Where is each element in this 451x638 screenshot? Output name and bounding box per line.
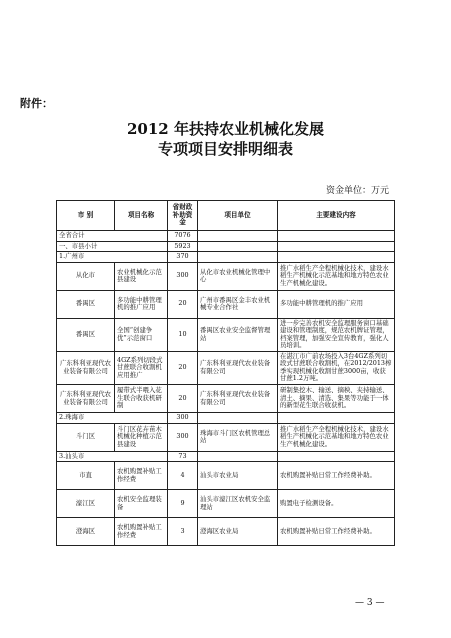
group-label: 2.珠海市 xyxy=(57,413,168,424)
group-amount: 73 xyxy=(168,451,198,462)
table-row xyxy=(57,385,395,413)
city-cell: 濠江区 xyxy=(57,490,115,518)
table-row xyxy=(57,462,395,490)
content-cell: 多功能中耕管理机的推广应用 xyxy=(278,290,395,318)
total-label: 全省合计 xyxy=(57,231,168,242)
header-funds: 省财政补助资金 xyxy=(168,201,198,231)
org-cell: 广东科利亚现代农业装备有限公司 xyxy=(198,351,278,384)
content-cell: 研制集挖木、输送、摘秧、夹持输送、清土、摘果、清选、集果等功能于一体的新型花生联合收获机。 xyxy=(278,385,395,413)
org-cell: 珠海市斗门区农机管理总站 xyxy=(198,423,278,451)
page-number: — 3 — xyxy=(355,598,385,608)
org-cell: 汕头市濠江区农机安全监理站 xyxy=(198,490,278,518)
document-title-line2: 专项项目安排明细表 xyxy=(157,140,293,158)
city-cell: 从化市 xyxy=(57,262,115,290)
city-cell: 广东科利亚现代农业装备有限公司 xyxy=(57,385,115,413)
content-cell: 农机购置补贴日常工作经费补助。 xyxy=(278,518,395,546)
funds-cell: 4 xyxy=(168,462,198,490)
group-amount: 5923 xyxy=(168,241,198,252)
funds-cell: 20 xyxy=(168,290,198,318)
funds-cell: 20 xyxy=(168,385,198,413)
project-name-cell: 多功能中耕管理机的推广应用 xyxy=(115,290,168,318)
table-row xyxy=(57,423,395,451)
funds-cell: 9 xyxy=(168,490,198,518)
group-amount: 300 xyxy=(168,413,198,424)
org-cell: 汕头市农业局 xyxy=(198,462,278,490)
document-title-line1: 2012 年扶持农业机械化发展 xyxy=(127,120,324,138)
org-cell: 番禺区农业安全监督管理站 xyxy=(198,318,278,351)
city-cell: 番禺区 xyxy=(57,290,115,318)
group-label: 一、市县小计 xyxy=(57,241,168,252)
table-row xyxy=(57,490,395,518)
table-row xyxy=(57,290,395,318)
group-amount: 370 xyxy=(168,252,198,263)
unit-label: 资金单位：万元 xyxy=(326,186,390,196)
project-name-cell: 4GZ系列切段式甘蔗联合收割机应用推广 xyxy=(115,351,168,384)
content-cell: 在湛江市广前农场投入3台4GZ系列切段式甘蔗联合收割机，在2012/2013榨季实现机械化收割甘蔗3000亩，收获甘蔗1.2万吨。 xyxy=(278,351,395,384)
group-row xyxy=(57,252,395,263)
city-cell: 番禺区 xyxy=(57,318,115,351)
table-row xyxy=(57,351,395,384)
project-name-cell: 农机购置补贴工作经费 xyxy=(115,462,168,490)
table-row xyxy=(57,518,395,546)
project-name-cell: 农机购置补贴工作经费 xyxy=(115,518,168,546)
funds-cell: 10 xyxy=(168,318,198,351)
content-cell: 购置电子检测设备。 xyxy=(278,490,395,518)
attachment-label: 附件： xyxy=(20,97,53,110)
header-city: 市 别 xyxy=(57,201,115,231)
header-org: 项目单位 xyxy=(198,201,278,231)
header-content: 主要建设内容 xyxy=(278,201,395,231)
city-cell: 广东科利亚现代农业装备有限公司 xyxy=(57,351,115,384)
funds-cell: 300 xyxy=(168,262,198,290)
funds-cell: 20 xyxy=(168,351,198,384)
group-row xyxy=(57,451,395,462)
org-cell: 广东科利亚现代农业装备有限公司 xyxy=(198,385,278,413)
table-row xyxy=(57,318,395,351)
project-name-cell: 农业机械化示范县建设 xyxy=(115,262,168,290)
project-table xyxy=(56,200,395,546)
content-cell: 推广水稻生产全程机械化技术，建设水稻生产机械化示范基地和地方特色农业生产机械化建设。 xyxy=(278,423,395,451)
org-cell: 广州市番禺区金丰农业机械专业合作社 xyxy=(198,290,278,318)
header-project: 项目名称 xyxy=(115,201,168,231)
org-cell: 澄海区农业局 xyxy=(198,518,278,546)
org-cell: 从化市农业机械化管理中心 xyxy=(198,262,278,290)
table-body xyxy=(57,241,395,546)
group-row xyxy=(57,413,395,424)
total-amount: 7076 xyxy=(168,231,198,242)
project-name-cell: 斗门区花卉苗木机械化种植示范县建设 xyxy=(115,423,168,451)
project-name-cell: 农机安全监理装备 xyxy=(115,490,168,518)
group-row xyxy=(57,241,395,252)
funds-cell: 3 xyxy=(168,518,198,546)
project-name-cell: 全国“创建争优”示范窗口 xyxy=(115,318,168,351)
funds-cell: 300 xyxy=(168,423,198,451)
group-label: 1.广州市 xyxy=(57,252,168,263)
project-name-cell: 履带式半喂入花生联合收获机研制 xyxy=(115,385,168,413)
content-cell: 推广水稻生产全程机械化技术，建设水稻生产机械化示范基地和地方特色农业生产机械化建设。 xyxy=(278,262,395,290)
table-row xyxy=(57,262,395,290)
city-cell: 市直 xyxy=(57,462,115,490)
content-cell: 农机购置补贴日常工作经费补助。 xyxy=(278,462,395,490)
content-cell: 进一步完善农机安全监理服务窗口基础建设和管理制度，规范农机牌证管理，档案管理，加强安全宣传教育，强化人员培训。 xyxy=(278,318,395,351)
city-cell: 斗门区 xyxy=(57,423,115,451)
group-label: 3.汕头市 xyxy=(57,451,168,462)
city-cell: 澄海区 xyxy=(57,518,115,546)
